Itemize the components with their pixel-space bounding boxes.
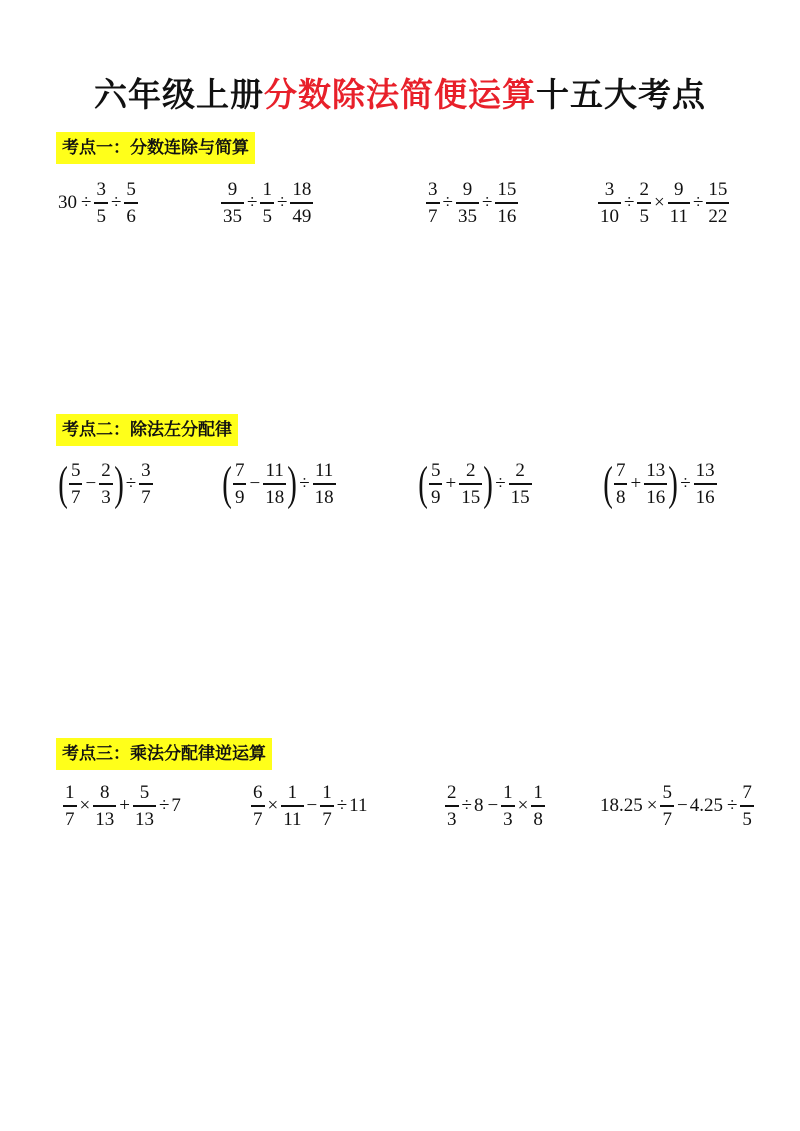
number: 4.25 bbox=[689, 795, 723, 816]
fraction bbox=[124, 180, 138, 225]
fraction-bar bbox=[260, 202, 274, 203]
numerator: 13 bbox=[695, 460, 715, 482]
denominator: 8 bbox=[615, 486, 626, 508]
operator: ÷ bbox=[495, 473, 506, 494]
right-paren: ) bbox=[483, 457, 493, 510]
fraction bbox=[233, 461, 247, 506]
fraction-bar bbox=[644, 483, 667, 484]
operator: ÷ bbox=[110, 192, 122, 213]
denominator: 7 bbox=[428, 205, 438, 227]
denominator: 7 bbox=[141, 486, 151, 508]
fraction-bar bbox=[69, 483, 83, 484]
denominator: 18 bbox=[314, 486, 334, 508]
fraction bbox=[614, 461, 628, 506]
numerator: 11 bbox=[265, 460, 284, 482]
fraction bbox=[94, 180, 108, 225]
fraction-bar bbox=[445, 805, 459, 806]
fraction bbox=[320, 783, 334, 828]
fraction bbox=[63, 783, 77, 828]
fraction-bar bbox=[221, 202, 244, 203]
fraction bbox=[495, 180, 518, 225]
expression bbox=[58, 454, 154, 514]
right-paren: ) bbox=[113, 457, 124, 510]
fraction bbox=[644, 461, 667, 506]
fraction bbox=[598, 180, 621, 225]
denominator: 7 bbox=[65, 808, 75, 830]
expression bbox=[603, 454, 718, 514]
numerator: 9 bbox=[462, 179, 473, 201]
numerator: 3 bbox=[604, 179, 615, 201]
numerator: 7 bbox=[234, 460, 245, 482]
denominator: 7 bbox=[70, 486, 81, 508]
fraction bbox=[93, 783, 116, 828]
fraction-bar bbox=[456, 202, 479, 203]
numerator: 2 bbox=[447, 782, 457, 804]
fraction bbox=[221, 180, 244, 225]
left-paren: ( bbox=[58, 457, 68, 510]
fraction bbox=[429, 461, 443, 506]
denominator: 16 bbox=[646, 486, 666, 508]
fraction bbox=[99, 461, 113, 506]
operator: ÷ bbox=[442, 192, 453, 213]
fraction bbox=[740, 783, 754, 828]
number: 7 bbox=[171, 795, 181, 816]
fraction bbox=[281, 783, 303, 828]
fraction-bar bbox=[320, 805, 334, 806]
expression bbox=[597, 173, 730, 233]
section-label-1: 考点一：分数连除与简算 bbox=[56, 132, 255, 164]
fraction-bar bbox=[531, 805, 545, 806]
denominator: 11 bbox=[669, 205, 688, 227]
fraction-bar bbox=[598, 202, 621, 203]
left-paren: ( bbox=[222, 457, 232, 510]
fraction bbox=[509, 461, 532, 506]
page-title bbox=[0, 72, 800, 118]
numerator: 3 bbox=[141, 460, 151, 482]
denominator: 15 bbox=[510, 486, 530, 508]
fraction bbox=[459, 461, 482, 506]
numerator: 5 bbox=[662, 782, 672, 804]
operator: ÷ bbox=[336, 795, 348, 816]
fraction bbox=[69, 461, 83, 506]
denominator: 13 bbox=[95, 808, 115, 830]
fraction-bar bbox=[133, 805, 156, 806]
numerator: 1 bbox=[503, 782, 513, 804]
operator: ÷ bbox=[276, 192, 288, 213]
fraction-bar bbox=[429, 483, 443, 484]
fraction bbox=[456, 180, 479, 225]
numerator: 15 bbox=[497, 179, 517, 201]
denominator: 5 bbox=[639, 205, 649, 227]
denominator: 10 bbox=[600, 205, 619, 227]
number: 8 bbox=[473, 795, 484, 816]
fraction bbox=[706, 180, 729, 225]
fraction-bar bbox=[614, 483, 628, 484]
numerator: 11 bbox=[314, 460, 334, 482]
fraction bbox=[445, 783, 459, 828]
expression bbox=[222, 454, 337, 514]
denominator: 3 bbox=[447, 808, 457, 830]
section-label-3: 考点三：乘法分配律逆运算 bbox=[56, 738, 272, 770]
operator: ÷ bbox=[125, 473, 137, 494]
denominator: 15 bbox=[461, 486, 481, 508]
numerator: 6 bbox=[253, 782, 263, 804]
fraction-bar bbox=[93, 805, 116, 806]
numerator: 1 bbox=[262, 179, 272, 201]
numerator: 7 bbox=[615, 460, 626, 482]
operator: − bbox=[487, 795, 499, 816]
operator: × bbox=[646, 795, 658, 816]
numerator: 9 bbox=[227, 179, 238, 201]
operator: ÷ bbox=[624, 192, 635, 213]
fraction-bar bbox=[263, 483, 286, 484]
numerator: 2 bbox=[101, 460, 111, 482]
fraction bbox=[133, 783, 156, 828]
denominator: 9 bbox=[234, 486, 245, 508]
denominator: 5 bbox=[262, 205, 272, 227]
numerator: 1 bbox=[322, 782, 332, 804]
operator: × bbox=[79, 795, 91, 816]
operator: ÷ bbox=[299, 473, 310, 494]
numerator: 5 bbox=[139, 782, 150, 804]
expression-row-2 bbox=[0, 454, 800, 534]
fraction bbox=[668, 180, 690, 225]
numerator: 2 bbox=[465, 460, 476, 482]
expression bbox=[418, 454, 533, 514]
fraction-bar bbox=[290, 202, 313, 203]
numerator: 2 bbox=[639, 179, 649, 201]
operator: ÷ bbox=[692, 192, 704, 213]
numerator: 1 bbox=[533, 782, 543, 804]
numerator: 2 bbox=[515, 460, 525, 482]
numerator: 1 bbox=[287, 782, 298, 804]
fraction-bar bbox=[668, 202, 690, 203]
expression bbox=[58, 173, 139, 233]
numerator: 9 bbox=[674, 179, 684, 201]
denominator: 35 bbox=[223, 205, 242, 227]
fraction-bar bbox=[251, 805, 265, 806]
denominator: 5 bbox=[742, 808, 752, 830]
fraction-bar bbox=[139, 483, 153, 484]
fraction-bar bbox=[233, 483, 247, 484]
fraction bbox=[263, 461, 286, 506]
operator: ÷ bbox=[680, 473, 691, 494]
denominator: 13 bbox=[134, 808, 154, 830]
denominator: 7 bbox=[322, 808, 332, 830]
operator: ÷ bbox=[481, 192, 493, 213]
fraction bbox=[313, 461, 336, 506]
left-paren: ( bbox=[603, 457, 613, 510]
denominator: 35 bbox=[457, 205, 477, 227]
denominator: 3 bbox=[101, 486, 111, 508]
numerator: 3 bbox=[428, 179, 438, 201]
fraction bbox=[260, 180, 274, 225]
fraction bbox=[501, 783, 515, 828]
numerator: 1 bbox=[65, 782, 75, 804]
section-label-2: 考点二：除法左分配律 bbox=[56, 414, 238, 446]
number: 11 bbox=[349, 795, 368, 816]
title-prefix: 六年级上册 bbox=[94, 75, 264, 114]
fraction-bar bbox=[495, 202, 518, 203]
denominator: 5 bbox=[96, 205, 106, 227]
expression bbox=[62, 776, 183, 836]
numerator: 5 bbox=[430, 460, 441, 482]
numerator: 15 bbox=[708, 179, 728, 201]
fraction bbox=[694, 461, 717, 506]
fraction-bar bbox=[509, 483, 532, 484]
fraction-bar bbox=[313, 483, 336, 484]
title-suffix: 十五大考点 bbox=[536, 75, 706, 114]
right-paren: ) bbox=[668, 457, 678, 510]
fraction-bar bbox=[660, 805, 674, 806]
operator: + bbox=[445, 473, 457, 494]
title-highlight: 分数除法简便运算 bbox=[264, 75, 536, 114]
numerator: 5 bbox=[70, 460, 81, 482]
numerator: 7 bbox=[742, 782, 752, 804]
fraction-bar bbox=[459, 483, 482, 484]
fraction-bar bbox=[426, 202, 440, 203]
operator: × bbox=[267, 795, 279, 816]
denominator: 16 bbox=[695, 486, 715, 508]
fraction bbox=[139, 461, 153, 506]
fraction-bar bbox=[637, 202, 651, 203]
operator: − bbox=[306, 795, 318, 816]
expression bbox=[220, 173, 314, 233]
fraction-bar bbox=[740, 805, 754, 806]
denominator: 3 bbox=[503, 808, 513, 830]
number: 30 bbox=[58, 192, 77, 213]
denominator: 49 bbox=[292, 205, 312, 227]
fraction-bar bbox=[99, 483, 113, 484]
number: 18.25 bbox=[600, 795, 643, 816]
fraction bbox=[531, 783, 545, 828]
operator: ÷ bbox=[81, 192, 92, 213]
left-paren: ( bbox=[418, 457, 428, 510]
fraction bbox=[660, 783, 674, 828]
operator: ÷ bbox=[461, 795, 472, 816]
denominator: 7 bbox=[253, 808, 263, 830]
expression-row-3 bbox=[0, 776, 800, 856]
expression bbox=[250, 776, 369, 836]
operator: − bbox=[249, 473, 261, 494]
expression bbox=[600, 776, 755, 836]
fraction-bar bbox=[694, 483, 717, 484]
fraction bbox=[637, 180, 651, 225]
operator: + bbox=[630, 473, 642, 494]
expression bbox=[444, 776, 546, 836]
fraction-bar bbox=[501, 805, 515, 806]
numerator: 3 bbox=[96, 179, 106, 201]
operator: − bbox=[85, 473, 97, 494]
numerator: 8 bbox=[99, 782, 110, 804]
operator: ÷ bbox=[247, 192, 258, 213]
fraction-bar bbox=[94, 202, 108, 203]
fraction-bar bbox=[124, 202, 138, 203]
operator: × bbox=[653, 192, 665, 213]
fraction bbox=[290, 180, 313, 225]
right-paren: ) bbox=[287, 457, 297, 510]
fraction-bar bbox=[281, 805, 303, 806]
operator: ÷ bbox=[158, 795, 170, 816]
denominator: 16 bbox=[497, 205, 517, 227]
numerator: 18 bbox=[292, 179, 312, 201]
operator: × bbox=[517, 795, 529, 816]
numerator: 5 bbox=[126, 179, 136, 201]
fraction-bar bbox=[706, 202, 729, 203]
denominator: 8 bbox=[533, 808, 543, 830]
numerator: 13 bbox=[646, 460, 666, 482]
operator: + bbox=[119, 795, 130, 816]
operator: − bbox=[676, 795, 688, 816]
denominator: 6 bbox=[126, 205, 136, 227]
denominator: 11 bbox=[283, 808, 302, 830]
fraction-bar bbox=[63, 805, 77, 806]
denominator: 7 bbox=[662, 808, 672, 830]
fraction bbox=[251, 783, 265, 828]
fraction bbox=[426, 180, 440, 225]
denominator: 18 bbox=[265, 486, 285, 508]
expression-row-1 bbox=[0, 173, 800, 253]
denominator: 9 bbox=[430, 486, 441, 508]
denominator: 22 bbox=[708, 205, 728, 227]
operator: ÷ bbox=[726, 795, 738, 816]
expression bbox=[425, 173, 519, 233]
